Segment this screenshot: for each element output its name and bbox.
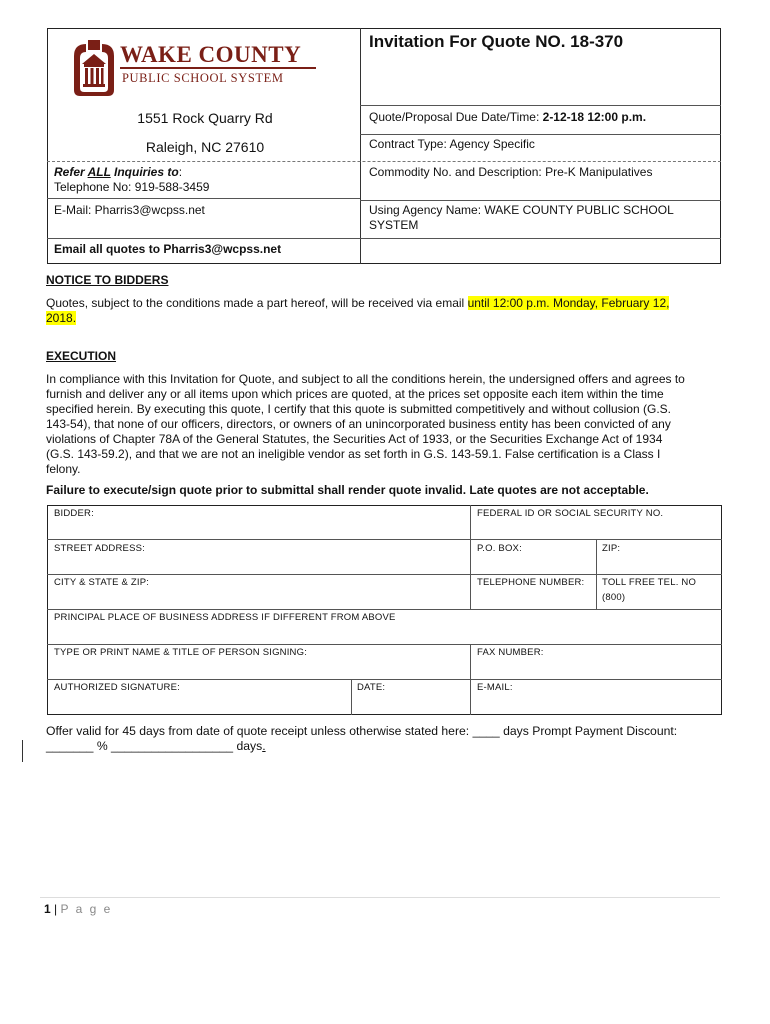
schoolhouse-logo-icon xyxy=(72,40,116,96)
telephone-field[interactable]: TELEPHONE NUMBER: xyxy=(477,577,585,588)
form-col-line xyxy=(470,505,471,609)
authorized-signature-field[interactable]: AUTHORIZED SIGNATURE: xyxy=(54,682,180,693)
contact-email: E-Mail: Pharris3@wcpss.net xyxy=(54,203,205,217)
execution-text: In compliance with this Invitation for Quote, and subject to all the conditions herein, the undersigned offers and agrees to furnish and deliver any or all items upon which prices are quoted, at the prices set opposite each item within the time specified herein. By executing this quote, I certify that this quote is submitted competitively and without collusion (G.S. 143-54), that none of our officers, directors, or owners of an unincorporated business entity has been convicted of any violations of Chapter 78A of the General Statutes, the Securities Act of 1933, or the Securities Exchange Act of 1934 (G.S. 143-59.2), and that we are not an ineligible vendor as set forth in G.S. 143-59.1. False certification is a Class I felony. xyxy=(46,372,685,476)
revision-bar xyxy=(22,740,23,762)
header-row-line xyxy=(360,134,721,135)
header-row-line xyxy=(47,161,721,162)
bidder-field[interactable]: BIDDER: xyxy=(54,508,94,519)
form-col-line xyxy=(596,539,597,609)
agency-name-line-1: Using Agency Name: WAKE COUNTY PUBLIC SCHOOL xyxy=(369,203,674,217)
signer-name-title-field[interactable]: TYPE OR PRINT NAME & TITLE OF PERSON SIGNING: xyxy=(54,647,308,658)
zip-field[interactable]: ZIP: xyxy=(602,543,621,554)
date-field[interactable]: DATE: xyxy=(357,682,386,693)
principal-address-field[interactable]: PRINCIPAL PLACE OF BUSINESS ADDRESS IF DIFFERENT FROM ABOVE xyxy=(54,612,396,623)
quote-title: Invitation For Quote NO. 18-370 xyxy=(369,32,624,51)
form-row-line xyxy=(47,644,722,645)
form-row-line xyxy=(47,679,722,680)
page-number: 1 | P a g e xyxy=(44,902,113,916)
commodity: Commodity No. and Description: Pre-K Manipulatives xyxy=(369,165,653,179)
form-row-line xyxy=(47,574,722,575)
notice-text: Quotes, subject to the conditions made a part hereof, will be received via email until 12:00 p.m. Monday, February 12, 2018. xyxy=(46,296,670,325)
address-line-2: Raleigh, NC 27610 xyxy=(145,139,265,155)
execution-heading: EXECUTION xyxy=(46,349,117,363)
email-field[interactable]: E-MAIL: xyxy=(477,682,513,693)
header-row-line xyxy=(47,198,360,199)
logo-subtitle: PUBLIC SCHOOL SYSTEM xyxy=(122,71,284,85)
email-quotes-instruction: Email all quotes to Pharris3@wcpss.net xyxy=(54,242,282,256)
form-row-line xyxy=(47,539,722,540)
agency-name-line-2: SYSTEM xyxy=(369,218,419,232)
logo-title: WAKE COUNTY xyxy=(120,42,302,67)
offer-text: Offer valid for 45 days from date of quote receipt unless otherwise stated here: ____ days Prompt Payment Discount: _______ % __________________ days. xyxy=(46,724,678,753)
contract-type: Contract Type: Agency Specific xyxy=(369,137,535,151)
fax-number-field[interactable]: FAX NUMBER: xyxy=(477,647,544,658)
header-row-line xyxy=(47,238,721,239)
telephone-number: Telephone No: 919-588-3459 xyxy=(54,180,210,194)
district-logo xyxy=(72,38,322,96)
po-box-field[interactable]: P.O. BOX: xyxy=(477,543,522,554)
city-state-zip-field[interactable]: CITY & STATE & ZIP: xyxy=(54,577,150,588)
header-row-line xyxy=(360,105,721,106)
address-line-1: 1551 Rock Quarry Rd xyxy=(137,110,273,126)
inquiries-label: Refer ALL Inquiries to: xyxy=(54,165,183,179)
logo-rule xyxy=(120,67,316,69)
toll-free-field[interactable]: TOLL FREE TEL. NO (800) xyxy=(602,577,697,603)
form-col-line xyxy=(351,679,352,715)
late-quote-warning: Failure to execute/sign quote prior to submittal shall render quote invalid. Late quotes are not acceptable. xyxy=(46,483,649,497)
header-row-line xyxy=(360,200,721,201)
federal-id-field[interactable]: FEDERAL ID OR SOCIAL SECURITY NO. xyxy=(477,508,664,519)
header-divider xyxy=(360,28,361,264)
footer-rule xyxy=(40,897,720,898)
notice-heading: NOTICE TO BIDDERS xyxy=(46,273,169,287)
due-date: Quote/Proposal Due Date/Time: 2-12-18 12:00 p.m. xyxy=(369,110,647,124)
form-col-line xyxy=(470,644,471,715)
street-address-field[interactable]: STREET ADDRESS: xyxy=(54,543,145,554)
form-row-line xyxy=(47,609,722,610)
